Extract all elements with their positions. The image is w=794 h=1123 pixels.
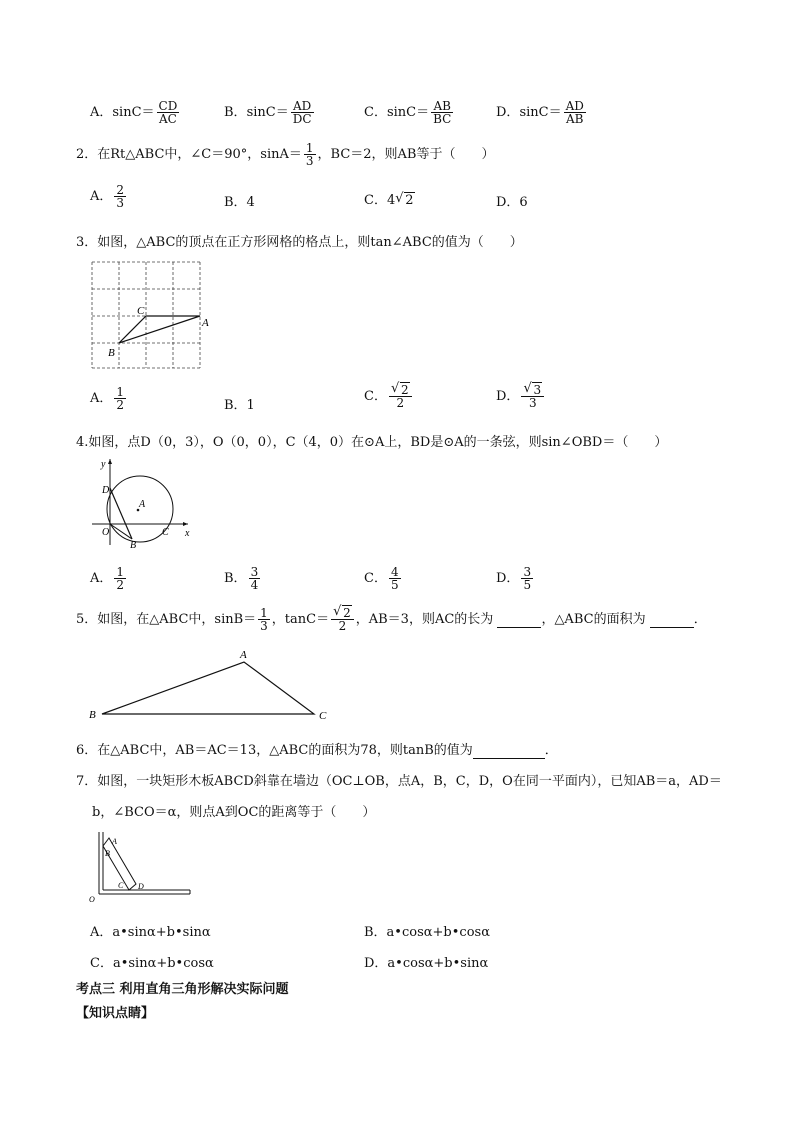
q7-line2: b，∠BCO＝α，则点A到OC的距离等于（ ） [92, 805, 376, 820]
q7-board-figure [86, 828, 196, 908]
label-b: B [108, 347, 115, 359]
q7-option-b: B．a•cosα+b•cosα [364, 925, 490, 940]
triangle-abc [119, 316, 200, 343]
q6-blank[interactable] [473, 743, 545, 759]
section-subtitle: 【知识点睛】 [76, 1006, 155, 1021]
svg-text:C: C [319, 710, 327, 722]
svg-text:x: x [185, 528, 190, 539]
q7-option-c: C．a•sinα+b•cosα [90, 956, 214, 971]
q5-triangle-figure [86, 648, 336, 723]
q2-stem: 2．在Rt△ABC中，∠C＝90°，sinA＝ $\frac{1}{3}$ ，BC＝2，则AB等于（ ） [76, 141, 495, 168]
svg-text:D: D [138, 882, 144, 891]
q2-option-b: B．4 [224, 195, 255, 210]
q2-option-a: A． $\frac{2}{3}$ [90, 183, 125, 210]
q5-stem: 5．如图，在△ABC中，sinB＝ $\frac{1}{3}$ ，tanC＝ √ $\frac{2}{2}$ ，AB＝3，则AC的长为 ，△ABC的面积为 ． [76, 607, 707, 632]
q4-circle-figure [88, 455, 198, 550]
q6-stem: 6．在△ABC中，AB＝AC＝13，△ABC的面积为78，则tanB的值为 ． [76, 743, 558, 758]
section-title: 考点三 利用直角三角形解决实际问题 [76, 982, 289, 997]
q5-blank-ac[interactable] [497, 612, 541, 628]
q1-option-b: B．sinC＝ $\frac{AD}{DC}$ [224, 99, 312, 126]
q3-stem: 3．如图，△ABC的顶点在正方形网格的格点上，则tan∠ABC的值为（ ） [76, 235, 523, 250]
label-c: C [137, 305, 145, 317]
q3-option-d: D． √ $\frac{3}{3}$ [496, 384, 546, 409]
q1-option-d: D．sinC＝ $\frac{AD}{AB}$ [496, 99, 584, 126]
q2-option-d: D．6 [496, 195, 528, 210]
q5-blank-area[interactable] [650, 612, 694, 628]
svg-text:y: y [101, 459, 106, 470]
svg-text:C: C [162, 527, 169, 538]
q3-option-c: C． √ $\frac{2}{2}$ [364, 384, 414, 409]
q4-stem: 4.如图，点D（0，3），O（0，0），C（4，0）在⊙A上，BD是⊙A的一条弦，则sin∠OBD＝（ ） [76, 435, 668, 450]
q1-option-a: A．sinC＝ $\frac{CD}{AC}$ [90, 99, 178, 126]
q7-option-d: D．a•cosα+b•sinα [364, 956, 489, 971]
svg-text:B: B [89, 709, 96, 721]
q4-option-d: D． $\frac{3}{5}$ [496, 565, 532, 592]
svg-text:C: C [118, 881, 124, 890]
q7-line1: 7．如图，一块矩形木板ABCD斜靠在墙边（OC⊥OB，点A，B，C，D，O在同一平面内），已知AB＝a，AD＝ [76, 774, 722, 789]
q1-option-c: C．sinC＝ $\frac{AB}{BC}$ [364, 99, 452, 126]
q3-option-b: B．1 [224, 398, 255, 413]
q4-option-b: B． $\frac{3}{4}$ [224, 565, 259, 592]
svg-text:A: A [139, 499, 146, 510]
q4-option-a: A． $\frac{1}{2}$ [90, 565, 125, 592]
svg-text:O: O [89, 895, 95, 904]
q3-option-a: A． $\frac{1}{2}$ [90, 385, 125, 412]
q7-option-a: A．a•sinα+b•sinα [90, 925, 211, 940]
svg-text:A: A [112, 837, 117, 846]
label-a: A [202, 317, 209, 329]
q3-grid-figure [88, 258, 218, 373]
svg-text:O: O [102, 527, 110, 538]
q4-option-c: C． $\frac{4}{5}$ [364, 565, 399, 592]
triangle-abc [102, 662, 314, 714]
svg-text:B: B [130, 540, 137, 550]
svg-text:A: A [240, 649, 247, 661]
svg-text:D: D [102, 485, 110, 496]
q2-option-c: C．4√ 2 [364, 189, 415, 208]
svg-text:B: B [105, 849, 110, 858]
